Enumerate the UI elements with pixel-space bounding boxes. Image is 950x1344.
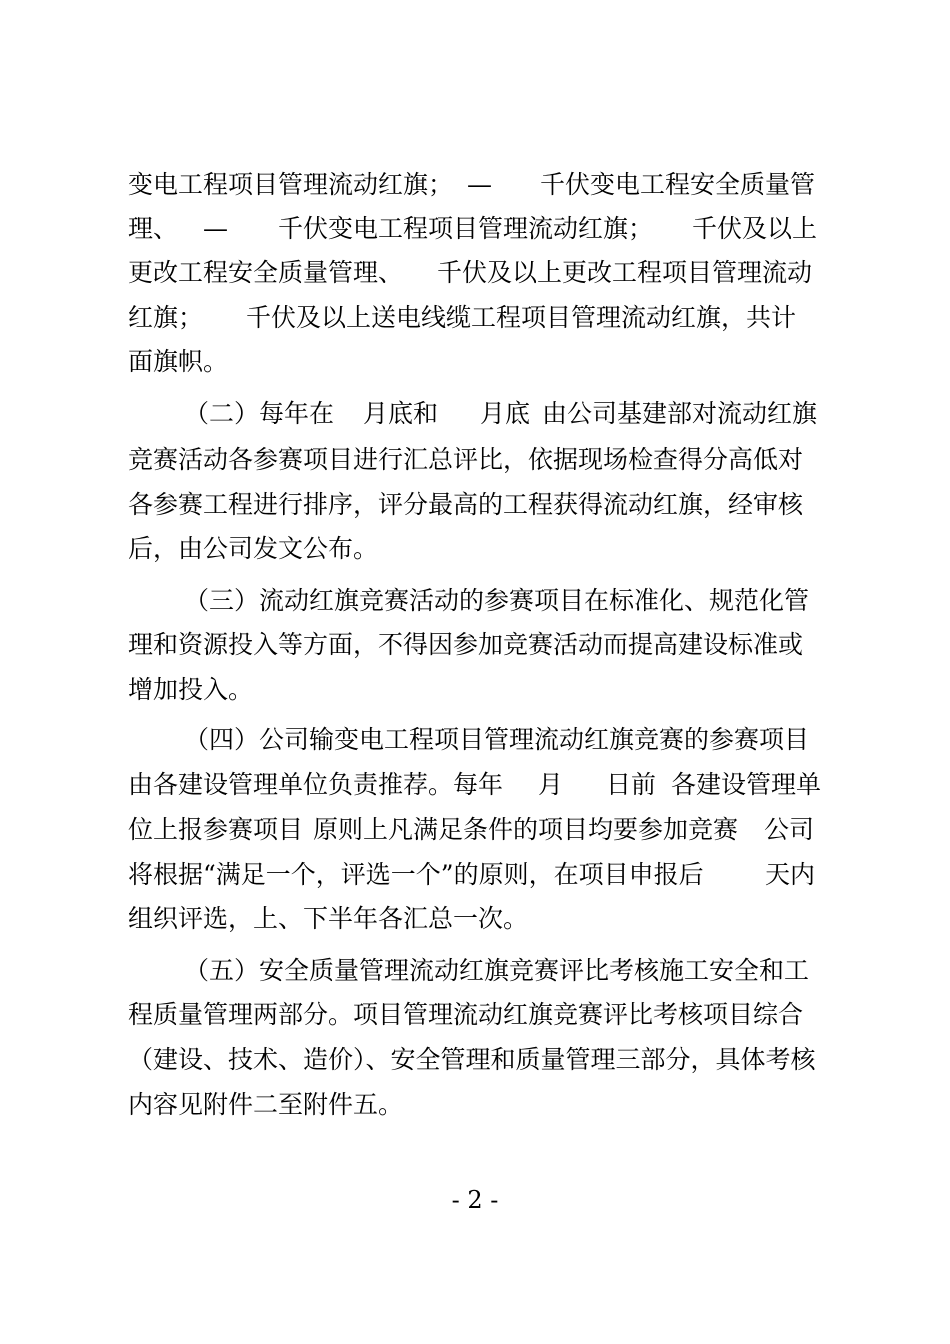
text-segment: 千伏及以上 <box>692 214 818 243</box>
paragraph-2-line-4 <box>0 529 950 569</box>
text-segment: 内容见附件二至附件五。 <box>128 1090 404 1119</box>
paragraph-5-line-3 <box>0 1040 950 1080</box>
text-segment: 增加投入。 <box>128 675 254 704</box>
text-segment: 千伏变电工程项目管理流动红旗； <box>278 214 654 243</box>
paragraph-3-line-3 <box>0 670 950 710</box>
text-segment: 竞赛活动各参赛项目进行汇总评比，依据现场检查得分高低对 <box>128 445 804 474</box>
text-segment: 天内 <box>765 860 816 889</box>
text-segment: （建设、技术、造价）、安全管理和质量管理三部分，具体考核 <box>128 1045 816 1074</box>
text-segment: 由各建设管理单位负责推荐。每年 <box>128 770 504 799</box>
paragraph-1-line-5 <box>0 342 950 382</box>
text-segment: 红旗； <box>128 303 204 332</box>
text-segment: 组织评选，上、下半年各汇总一次。 <box>128 904 529 933</box>
text-segment: （三）流动红旗竞赛活动的参赛项目在标准化、规范化管 <box>184 586 810 615</box>
text-segment: 月 <box>538 770 564 799</box>
paragraph-5-line-4 <box>0 1085 950 1125</box>
text-segment: 面旗帜。 <box>128 347 229 376</box>
paragraph-1-line-2 <box>0 209 950 249</box>
paragraph-4-line-1 <box>0 720 950 760</box>
text-segment: 后，由公司发文公布。 <box>128 534 379 563</box>
paragraph-4-line-4 <box>0 855 950 895</box>
paragraph-1-line-4 <box>0 298 950 338</box>
text-segment: 各参赛工程进行排序，评分最高的工程获得流动红旗，经审核 <box>128 490 804 519</box>
paragraph-2-line-1 <box>0 394 950 434</box>
paragraph-3-line-1 <box>0 581 950 621</box>
text-segment: 更改工程安全质量管理、 <box>128 258 404 287</box>
text-segment: 理、 <box>128 214 179 243</box>
text-segment: 公司 <box>764 815 815 844</box>
paragraph-5-line-1 <box>0 951 950 991</box>
paragraph-1-line-1 <box>0 165 950 205</box>
paragraph-2-line-3 <box>0 485 950 525</box>
text-segment: — <box>467 170 492 199</box>
paragraph-5-line-2 <box>0 995 950 1035</box>
paragraph-4-line-2 <box>0 765 950 805</box>
text-segment: 原则上凡满足条件的项目均要参加竞赛 <box>313 815 739 844</box>
text-segment: 千伏及以上送电线缆工程项目管理流动红旗，共计 <box>246 303 797 332</box>
text-segment: 程质量管理两部分。项目管理流动红旗竞赛评比考核项目综合 <box>128 1000 804 1029</box>
text-segment: — <box>203 214 228 243</box>
text-segment: 月底 <box>480 399 531 428</box>
text-segment: （二）每年在 <box>184 399 335 428</box>
paragraph-4-line-5 <box>0 899 950 939</box>
paragraph-4-line-3 <box>0 810 950 850</box>
text-segment: 由公司基建部对流动红旗 <box>542 399 818 428</box>
text-segment: （五）安全质量管理流动红旗竞赛评比考核施工安全和工 <box>184 956 810 985</box>
text-segment: 月底和 <box>363 399 439 428</box>
text-segment: 千伏变电工程安全质量管 <box>540 170 816 199</box>
text-segment: 千伏及以上更改工程项目管理流动 <box>437 258 813 287</box>
paragraph-1-line-3 <box>0 253 950 293</box>
text-segment: 理和资源投入等方面，不得因参加竞赛活动而提高建设标准或 <box>128 630 804 659</box>
text-segment: 位上报参赛项目 <box>128 815 304 844</box>
text-segment: 将根据“满足一个，评选一个”的原则，在项目申报后 <box>128 860 704 889</box>
text-segment: 日前 <box>606 770 657 799</box>
text-segment: 各建设管理单 <box>671 770 822 799</box>
paragraph-2-line-2 <box>0 440 950 480</box>
text-segment: （四）公司输变电工程项目管理流动红旗竞赛的参赛项目 <box>184 725 810 754</box>
page-number: - 2 - <box>451 1186 499 1214</box>
text-segment: 变电工程项目管理流动红旗； <box>128 170 454 199</box>
paragraph-3-line-2 <box>0 625 950 665</box>
